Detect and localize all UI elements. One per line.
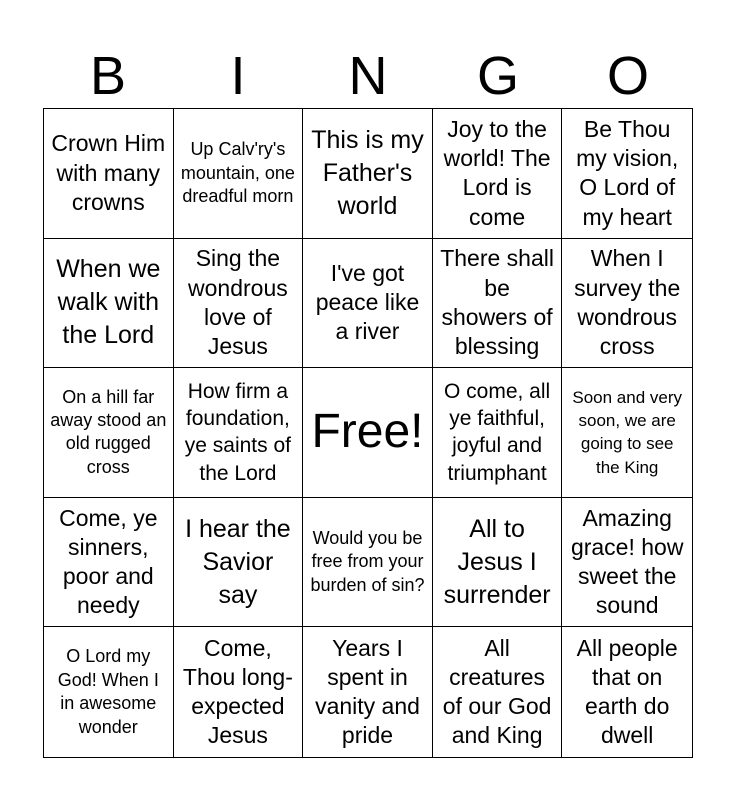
bingo-cell[interactable] — [433, 239, 563, 369]
bingo-cell[interactable] — [562, 627, 692, 757]
header-letter-i: I — [230, 46, 246, 106]
header-letter-g: G — [476, 46, 519, 106]
bingo-cell[interactable] — [174, 368, 304, 498]
bingo-cell[interactable] — [174, 109, 304, 239]
cell-text: Amazing grace! how sweet the sound — [570, 504, 684, 619]
free-space-text: Free! — [311, 405, 424, 459]
bingo-cell[interactable] — [562, 498, 692, 628]
bingo-cell[interactable] — [303, 109, 433, 239]
bingo-cell[interactable] — [303, 498, 433, 628]
cell-text: How firm a foundation, ye saints of the Lord — [184, 379, 291, 485]
cell-text: When I survey the wondrous cross — [574, 245, 681, 360]
cell-text: Soon and very soon, we are going to see the King — [572, 388, 683, 477]
bingo-cell[interactable] — [44, 627, 174, 757]
cell-text: Sing the wondrous love of Jesus — [188, 245, 288, 360]
bingo-board — [43, 108, 693, 758]
bingo-cell[interactable] — [433, 109, 563, 239]
header-letter-n: N — [348, 46, 388, 106]
bingo-cell[interactable] — [433, 368, 563, 498]
cell-text: O come, all ye faithful, joyful and triumphant — [443, 379, 551, 485]
cell-text: This is my Father's world — [311, 125, 424, 220]
bingo-cell[interactable] — [44, 368, 174, 498]
bingo-cell[interactable] — [44, 109, 174, 239]
cell-text: Come, Thou long-expected Jesus — [182, 634, 293, 749]
bingo-cell[interactable] — [433, 627, 563, 757]
cell-text: Up Calv'ry's mountain, one dreadful morn — [180, 139, 295, 206]
bingo-cell[interactable] — [174, 239, 304, 369]
bingo-cell[interactable] — [174, 498, 304, 628]
header-letter-b: B — [89, 46, 127, 106]
bingo-cell[interactable] — [562, 109, 692, 239]
cell-text: Would you be free from your burden of sin? — [310, 528, 425, 595]
bingo-cell[interactable] — [433, 498, 563, 628]
cell-text: Crown Him with many crowns — [51, 130, 166, 215]
cell-text: Be Thou my vision, O Lord of my heart — [576, 115, 679, 230]
bingo-cell[interactable] — [303, 239, 433, 369]
cell-text: When we walk with the Lord — [56, 255, 161, 350]
cell-text: All people that on earth do dwell — [576, 634, 678, 749]
cell-text: On a hill far away stood an old rugged cross — [50, 386, 167, 477]
cell-text: There shall be showers of blessing — [440, 245, 554, 360]
cell-text: I hear the Savior say — [185, 514, 291, 609]
bingo-cell[interactable] — [562, 239, 692, 369]
bingo-cell[interactable] — [562, 368, 692, 498]
bingo-cell[interactable] — [44, 498, 174, 628]
cell-text: O Lord my God! When I in awesome wonder — [57, 646, 159, 737]
cell-text: All to Jesus I surrender — [443, 514, 551, 609]
cell-text: Years I spent in vanity and pride — [315, 634, 420, 749]
header-letter-o: O — [606, 46, 649, 106]
bingo-header — [43, 44, 693, 108]
cell-text: Joy to the world! The Lord is come — [443, 115, 551, 230]
cell-text: All creatures of our God and King — [442, 634, 552, 749]
bingo-cell[interactable] — [174, 627, 304, 757]
bingo-cell[interactable] — [44, 239, 174, 369]
bingo-cell[interactable] — [303, 627, 433, 757]
cell-text: I've got peace like a river — [315, 260, 420, 345]
cell-text: Come, ye sinners, poor and needy — [59, 504, 158, 619]
free-space[interactable] — [303, 368, 433, 498]
